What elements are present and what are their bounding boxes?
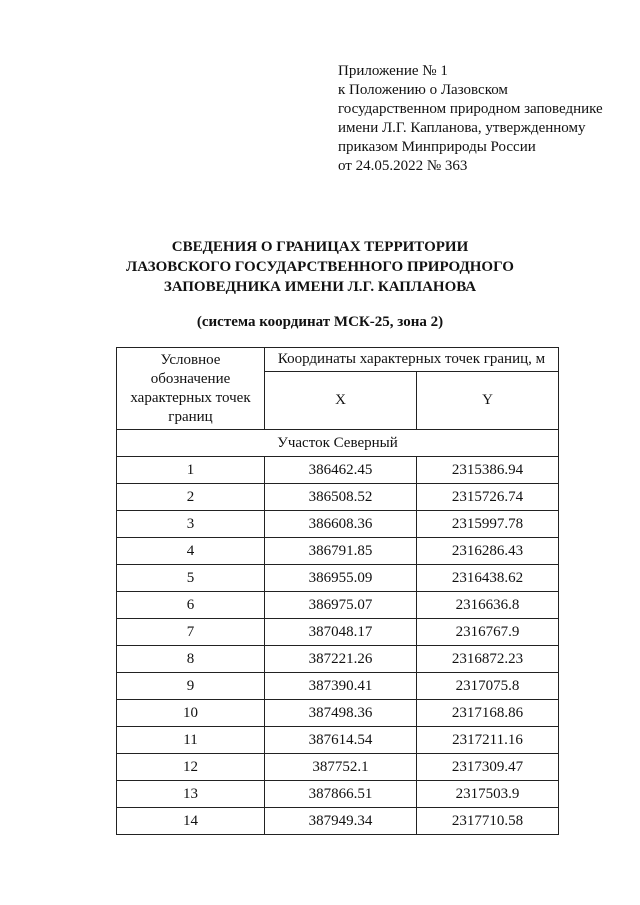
- table-row: [117, 619, 559, 646]
- x-coordinate-cell: 387866.51: [265, 781, 417, 808]
- y-coordinate-cell: 2317710.58: [417, 808, 559, 835]
- appendix-line: государственном природном заповеднике: [338, 101, 603, 117]
- x-coordinate-cell: 386791.85: [265, 538, 417, 565]
- y-coordinate-cell: 2316767.9: [417, 619, 559, 646]
- table-row: [117, 727, 559, 754]
- table-row: [117, 808, 559, 835]
- point-number-cell: 12: [117, 754, 265, 781]
- x-coordinate-cell: 387752.1: [265, 754, 417, 781]
- point-number-cell: 7: [117, 619, 265, 646]
- point-label-header: [117, 348, 265, 430]
- x-coordinate-cell: 387949.34: [265, 808, 417, 835]
- y-coordinate-cell: 2317309.47: [417, 754, 559, 781]
- table-row: [117, 457, 559, 484]
- point-number-cell: 2: [117, 484, 265, 511]
- y-coordinate-cell: 2316872.23: [417, 646, 559, 673]
- table-row: [117, 565, 559, 592]
- title-line: ЛАЗОВСКОГО ГОСУДАРСТВЕННОГО ПРИРОДНОГО: [126, 259, 514, 275]
- title-line: ЗАПОВЕДНИКА ИМЕНИ Л.Г. КАПЛАНОВА: [163, 279, 477, 295]
- y-coordinate-cell: 2316636.8: [417, 592, 559, 619]
- appendix-line: приказом Минприроды России: [338, 139, 536, 155]
- title-line: СВЕДЕНИЯ О ГРАНИЦАХ ТЕРРИТОРИИ: [171, 239, 469, 255]
- table-row: [117, 484, 559, 511]
- coordinate-system-subtitle: (система координат МСК-25, зона 2): [196, 314, 444, 330]
- table-row: [117, 754, 559, 781]
- y-coordinate-cell: 2315726.74: [417, 484, 559, 511]
- point-number-cell: 6: [117, 592, 265, 619]
- point-number-cell: 5: [117, 565, 265, 592]
- point-number-cell: 3: [117, 511, 265, 538]
- point-label-line: характерных точек: [130, 389, 251, 406]
- x-coordinate-cell: 386608.36: [265, 511, 417, 538]
- x-header: X: [265, 372, 417, 430]
- appendix-line: к Положению о Лазовском: [338, 82, 508, 98]
- table-row: [117, 781, 559, 808]
- point-number-cell: 9: [117, 673, 265, 700]
- x-coordinate-cell: 387048.17: [265, 619, 417, 646]
- table-row: [117, 673, 559, 700]
- x-coordinate-cell: 386955.09: [265, 565, 417, 592]
- y-coordinate-cell: 2317075.8: [417, 673, 559, 700]
- point-label-line: границ: [168, 408, 213, 425]
- point-number-cell: 14: [117, 808, 265, 835]
- point-number-cell: 10: [117, 700, 265, 727]
- y-coordinate-cell: 2316438.62: [417, 565, 559, 592]
- point-number-cell: 8: [117, 646, 265, 673]
- point-label-line: обозначение: [150, 370, 231, 387]
- y-coordinate-cell: 2317211.16: [417, 727, 559, 754]
- y-coordinate-cell: 2317168.86: [417, 700, 559, 727]
- table-row: [117, 511, 559, 538]
- table-row: [117, 646, 559, 673]
- point-number-cell: 13: [117, 781, 265, 808]
- x-coordinate-cell: 387614.54: [265, 727, 417, 754]
- appendix-line: Приложение № 1: [338, 63, 448, 79]
- boundary-coordinates-table: [116, 347, 559, 835]
- point-number-cell: 1: [117, 457, 265, 484]
- x-coordinate-cell: 386975.07: [265, 592, 417, 619]
- section-header-severny: Участок Северный: [117, 430, 559, 457]
- point-label-line: Условное: [160, 351, 221, 368]
- point-number-cell: 11: [117, 727, 265, 754]
- table-row: [117, 700, 559, 727]
- y-coordinate-cell: 2316286.43: [417, 538, 559, 565]
- x-coordinate-cell: 387498.36: [265, 700, 417, 727]
- appendix-note: [338, 62, 628, 176]
- y-coordinate-cell: 2315386.94: [417, 457, 559, 484]
- x-coordinate-cell: 387390.41: [265, 673, 417, 700]
- table-row: [117, 538, 559, 565]
- x-coordinate-cell: 387221.26: [265, 646, 417, 673]
- y-coordinate-cell: 2317503.9: [417, 781, 559, 808]
- x-coordinate-cell: 386508.52: [265, 484, 417, 511]
- appendix-line: от 24.05.2022 № 363: [338, 158, 468, 174]
- document-title: [0, 237, 640, 297]
- y-header: Y: [417, 372, 559, 430]
- y-coordinate-cell: 2315997.78: [417, 511, 559, 538]
- x-coordinate-cell: 386462.45: [265, 457, 417, 484]
- table-row: [117, 592, 559, 619]
- coords-header: Координаты характерных точек границ, м: [265, 348, 559, 372]
- point-number-cell: 4: [117, 538, 265, 565]
- appendix-line: имени Л.Г. Капланова, утвержденному: [338, 120, 586, 136]
